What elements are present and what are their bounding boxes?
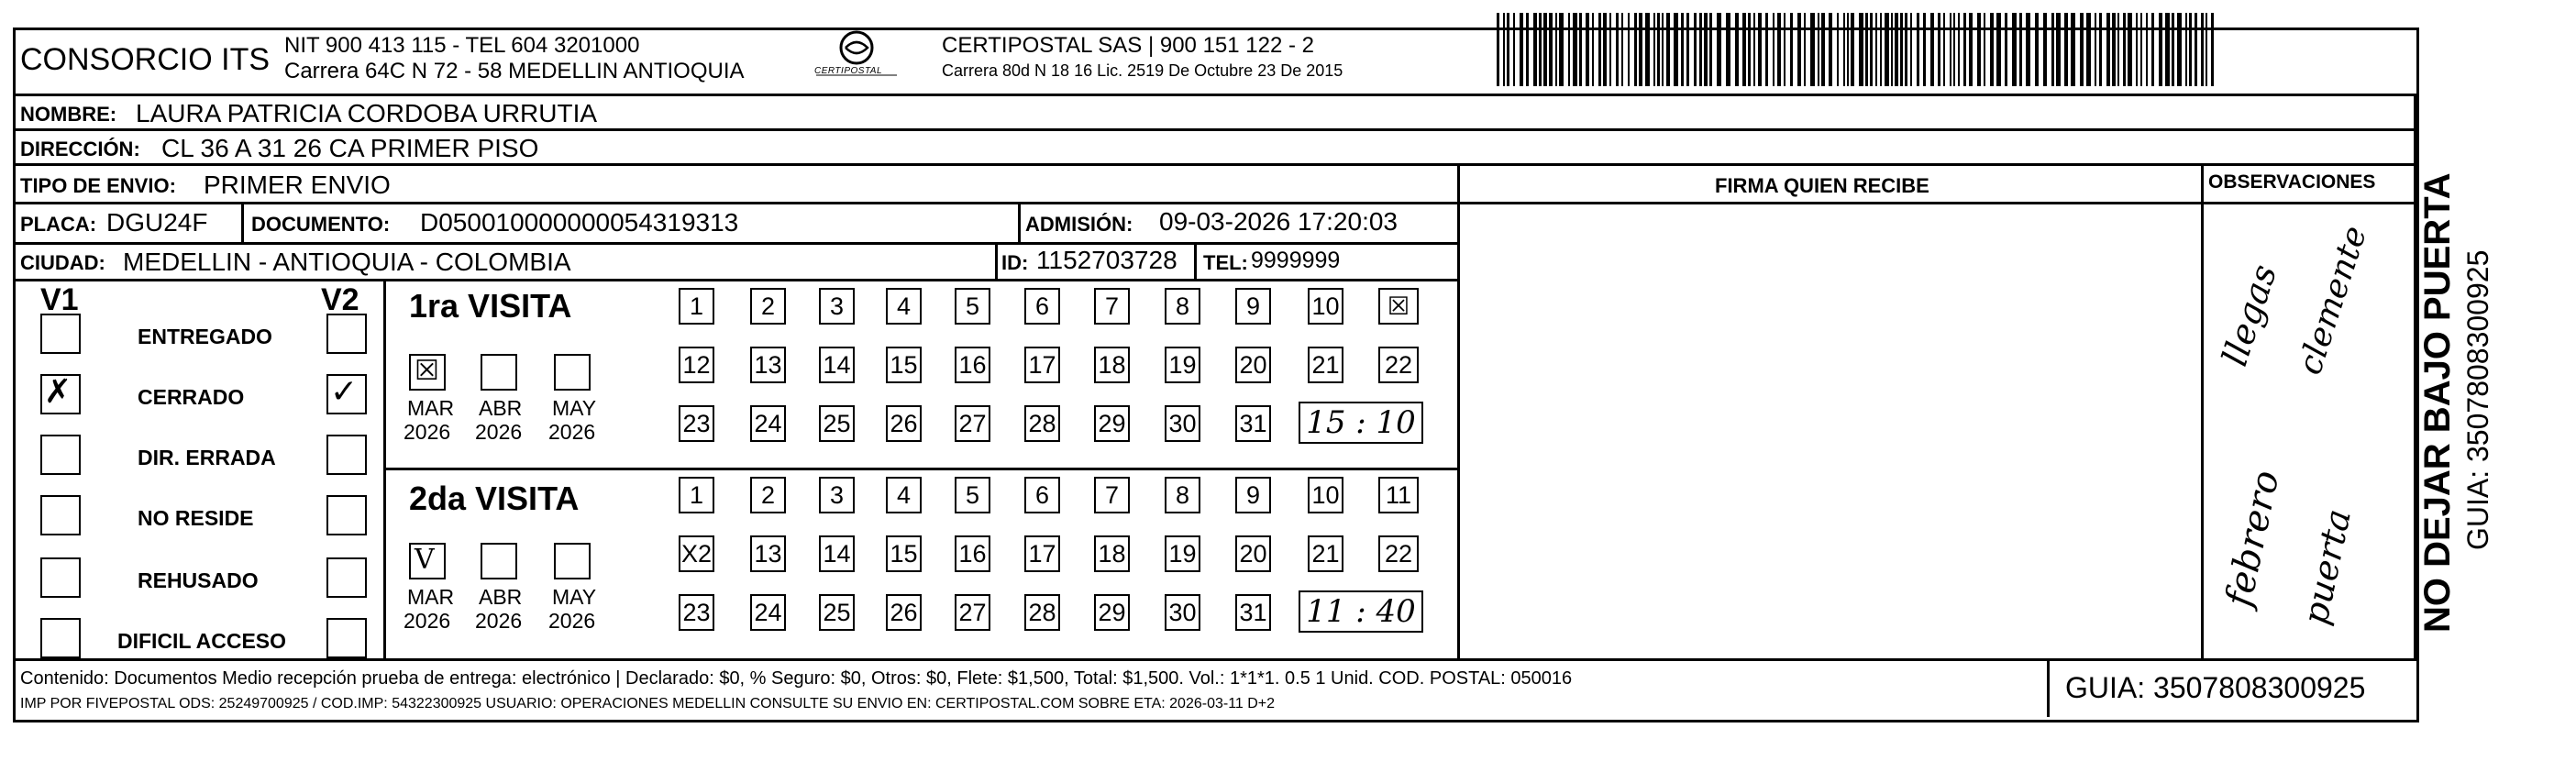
carrier-name: CERTIPOSTAL SAS | 900 151 122 - 2 xyxy=(942,33,1314,58)
row-divider xyxy=(13,202,2416,204)
direccion-value: CL 36 A 31 26 CA PRIMER PISO xyxy=(161,134,539,162)
documento-value: D050010000000054319313 xyxy=(420,208,739,237)
day-box[interactable]: 10 xyxy=(1308,288,1343,325)
status-label: ENTREGADO xyxy=(138,325,272,348)
day-box[interactable]: 24 xyxy=(750,405,786,442)
day-box[interactable]: 29 xyxy=(1094,594,1130,631)
row-divider xyxy=(13,658,2416,661)
v2-label: V2 xyxy=(321,282,359,317)
day-box[interactable]: 11 xyxy=(1378,477,1419,513)
year-label: 2026 xyxy=(404,420,451,444)
col-divider xyxy=(1194,242,1197,279)
day-box[interactable]: 30 xyxy=(1165,405,1200,442)
day-box[interactable]: 26 xyxy=(886,594,922,631)
col-divider xyxy=(2414,94,2416,658)
day-box[interactable]: 4 xyxy=(886,477,922,513)
day-box[interactable]: 2 xyxy=(750,288,786,325)
tipo-envio-value: PRIMER ENVIO xyxy=(204,171,391,199)
v1-checkbox[interactable] xyxy=(40,495,81,535)
month-checkbox[interactable] xyxy=(554,354,591,391)
day-box[interactable]: 9 xyxy=(1235,288,1271,325)
handwritten-note: puerta xyxy=(2294,505,2359,629)
day-box[interactable]: 21 xyxy=(1308,535,1343,572)
day-box[interactable]: 23 xyxy=(679,594,714,631)
company-name: CONSORCIO ITS xyxy=(20,42,271,77)
day-box[interactable]: 5 xyxy=(955,288,990,325)
direccion-label: DIRECCIÓN: xyxy=(20,138,140,160)
visit1-title: 1ra VISITA xyxy=(409,287,572,325)
col-divider xyxy=(1457,163,1460,658)
year-label: 2026 xyxy=(475,420,523,444)
month-label: MAR xyxy=(407,396,455,420)
handwritten-note: clemente xyxy=(2291,221,2375,380)
side-guia: GUIA: 3507808300925 xyxy=(2461,249,2494,550)
v1-checkbox[interactable] xyxy=(40,314,81,354)
ciudad-value: MEDELLIN - ANTIOQUIA - COLOMBIA xyxy=(123,248,571,276)
row-divider xyxy=(13,279,1460,281)
day-box[interactable]: 17 xyxy=(1024,535,1060,572)
admision-value: 09-03-2026 17:20:03 xyxy=(1159,207,1398,236)
day-box[interactable]: 12 xyxy=(679,347,714,383)
handwritten-note: llegas xyxy=(2214,259,2285,371)
day-box[interactable]: 9 xyxy=(1235,477,1271,513)
day-box[interactable]: 3 xyxy=(819,477,855,513)
day-box[interactable]: 25 xyxy=(819,405,855,442)
v2-checkbox[interactable] xyxy=(326,618,367,658)
day-box[interactable]: 5 xyxy=(955,477,990,513)
nombre-label: NOMBRE: xyxy=(20,103,117,126)
status-label: DIR. ERRADA xyxy=(138,446,276,469)
day-box[interactable]: 2 xyxy=(750,477,786,513)
row-divider xyxy=(13,94,2416,96)
firma-header: FIRMA QUIEN RECIBE xyxy=(1715,174,1929,197)
footer-guia: GUIA: 3507808300925 xyxy=(2065,671,2366,704)
day-box[interactable]: 31 xyxy=(1235,594,1271,631)
carrier-address: Carrera 80d N 18 16 Lic. 2519 De Octubre 23 De 2015 xyxy=(942,61,1343,80)
documento-label: DOCUMENTO: xyxy=(251,213,391,236)
month-label: ABR xyxy=(479,585,523,609)
day-box[interactable]: 7 xyxy=(1094,477,1130,513)
visit2-title: 2da VISITA xyxy=(409,480,580,517)
row-divider xyxy=(13,163,2416,166)
observaciones-header: OBSERVACIONES xyxy=(2208,171,2376,193)
month-label: MAY xyxy=(552,396,597,420)
tel-value: 9999999 xyxy=(1251,248,1341,273)
day-box[interactable]: 4 xyxy=(886,288,922,325)
time-box[interactable]: 11 : 40 xyxy=(1299,590,1423,633)
day-box[interactable]: ☒ xyxy=(1378,288,1419,325)
v2-checkbox[interactable] xyxy=(326,557,367,598)
v2-checkbox[interactable] xyxy=(326,314,367,354)
day-box[interactable]: 8 xyxy=(1165,477,1200,513)
month-checkbox[interactable] xyxy=(409,543,446,579)
year-label: 2026 xyxy=(548,609,596,633)
day-box[interactable]: 19 xyxy=(1165,347,1200,383)
id-value: 1152703728 xyxy=(1036,246,1177,274)
placa-value: DGU24F xyxy=(106,208,208,237)
day-box[interactable]: 13 xyxy=(750,535,786,572)
admision-label: ADMISIÓN: xyxy=(1025,213,1133,236)
month-label: MAY xyxy=(552,585,597,609)
day-box[interactable]: 3 xyxy=(819,288,855,325)
day-box[interactable]: 17 xyxy=(1024,347,1060,383)
nombre-value: LAURA PATRICIA CORDOBA URRUTIA xyxy=(136,99,598,127)
col-divider xyxy=(1018,202,1021,242)
year-label: 2026 xyxy=(475,609,523,633)
form-frame xyxy=(13,28,2419,722)
logo-text: CERTIPOSTAL xyxy=(814,66,883,76)
day-box[interactable]: 26 xyxy=(886,405,922,442)
footer-imp: IMP POR FIVEPOSTAL ODS: 25249700925 / COD.IMP: 54322300925 USUARIO: OPERACIONES MEDELLIN CONSULTE SU ENVIO EN: CERTIPOSTAL.COM SOBRE ETA: 2026-03-11 D+2 xyxy=(20,696,1276,711)
day-box[interactable]: 28 xyxy=(1024,594,1060,631)
day-box[interactable]: 18 xyxy=(1094,535,1130,572)
v1-checkbox[interactable] xyxy=(40,618,81,658)
company-address: Carrera 64C N 72 - 58 MEDELLIN ANTIOQUIA xyxy=(284,59,745,83)
v1-label: V1 xyxy=(40,282,79,317)
day-box[interactable]: 6 xyxy=(1024,288,1060,325)
day-box[interactable]: 15 xyxy=(886,535,922,572)
v1-checkbox[interactable] xyxy=(40,557,81,598)
check-mark: ☒ xyxy=(415,355,439,387)
day-box[interactable]: 24 xyxy=(750,594,786,631)
month-label: MAR xyxy=(407,585,455,609)
month-checkbox[interactable] xyxy=(481,543,517,579)
day-box[interactable]: 22 xyxy=(1378,535,1419,572)
row-divider xyxy=(383,468,1460,470)
v1-checkbox[interactable] xyxy=(40,435,81,475)
day-box[interactable]: 19 xyxy=(1165,535,1200,572)
day-box[interactable]: 22 xyxy=(1378,347,1419,383)
footer-contenido: Contenido: Documentos Medio recepción prueba de entrega: electrónico | Declarado: $0, % Seguro: $0, Otros: $0, Flete: $1,500, Total: $1,500. Vol.: 1*1*1. 0.5 1 Unid. COD. POSTAL: 050016 xyxy=(20,668,1573,689)
day-box[interactable]: 20 xyxy=(1235,347,1271,383)
check-mark: V xyxy=(415,544,435,576)
day-box[interactable]: 15 xyxy=(886,347,922,383)
day-box[interactable]: 16 xyxy=(955,347,990,383)
ciudad-label: CIUDAD: xyxy=(20,251,105,274)
day-box[interactable]: 18 xyxy=(1094,347,1130,383)
status-label: CERRADO xyxy=(138,385,245,409)
col-divider xyxy=(2047,658,2050,717)
day-box[interactable]: 27 xyxy=(955,405,990,442)
status-label: DIFICIL ACCESO xyxy=(117,629,287,653)
day-box[interactable]: X2 xyxy=(679,535,714,572)
day-box[interactable]: 14 xyxy=(819,535,855,572)
row-divider xyxy=(13,242,1460,245)
row-divider xyxy=(13,128,2416,131)
day-box[interactable]: 16 xyxy=(955,535,990,572)
day-box[interactable]: 10 xyxy=(1308,477,1343,513)
day-box[interactable]: 27 xyxy=(955,594,990,631)
month-label: ABR xyxy=(479,396,523,420)
day-box[interactable]: 28 xyxy=(1024,405,1060,442)
col-divider xyxy=(995,242,998,279)
status-label: REHUSADO xyxy=(138,568,259,592)
month-checkbox[interactable] xyxy=(409,354,446,391)
check-mark: ✗ xyxy=(44,373,72,411)
tel-label: TEL: xyxy=(1203,251,1248,274)
handwritten-note: febrero xyxy=(2217,467,2288,611)
day-box[interactable]: 21 xyxy=(1308,347,1343,383)
v2-checkbox[interactable] xyxy=(326,374,367,414)
day-box[interactable]: 13 xyxy=(750,347,786,383)
placa-label: PLACA: xyxy=(20,213,97,236)
id-label: ID: xyxy=(1001,251,1029,274)
month-checkbox[interactable] xyxy=(554,543,591,579)
day-box[interactable]: 25 xyxy=(819,594,855,631)
v2-checkbox[interactable] xyxy=(326,435,367,475)
col-divider xyxy=(2201,163,2204,658)
day-box[interactable]: 23 xyxy=(679,405,714,442)
day-box[interactable]: 1 xyxy=(679,477,714,513)
col-divider xyxy=(241,202,244,242)
day-box[interactable]: 1 xyxy=(679,288,714,325)
company-nit: NIT 900 413 115 - TEL 604 3201000 xyxy=(284,33,640,58)
month-checkbox[interactable] xyxy=(481,354,517,391)
year-label: 2026 xyxy=(404,609,451,633)
time-box[interactable]: 15 : 10 xyxy=(1299,402,1423,444)
col-divider xyxy=(383,279,386,658)
day-box[interactable]: 14 xyxy=(819,347,855,383)
v2-checkbox[interactable] xyxy=(326,495,367,535)
day-box[interactable]: 6 xyxy=(1024,477,1060,513)
day-box[interactable]: 30 xyxy=(1165,594,1200,631)
day-box[interactable]: 31 xyxy=(1235,405,1271,442)
day-box[interactable]: 20 xyxy=(1235,535,1271,572)
year-label: 2026 xyxy=(548,420,596,444)
tipo-envio-label: TIPO DE ENVIO: xyxy=(20,174,176,197)
side-warning: NO DEJAR BAJO PUERTA xyxy=(2417,172,2458,633)
day-box[interactable]: 7 xyxy=(1094,288,1130,325)
v1-checkbox[interactable] xyxy=(40,374,81,414)
status-label: NO RESIDE xyxy=(138,506,254,530)
check-mark: ✓ xyxy=(330,373,359,411)
day-box[interactable]: 8 xyxy=(1165,288,1200,325)
day-box[interactable]: 29 xyxy=(1094,405,1130,442)
